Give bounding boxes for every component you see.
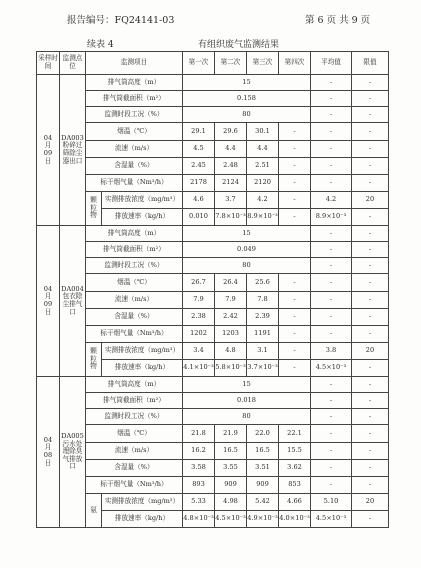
run-4-rate: 4.0×10⁻³: [279, 511, 311, 528]
run-1-rate: 0.010: [183, 209, 215, 226]
item-label-flow: 标干烟气量（Nm³/h）: [86, 326, 183, 343]
value-height: 15: [183, 377, 311, 393]
item-label-rate: 排放速率（kg/h）: [102, 511, 183, 528]
run-1-rate: 4.8×10⁻³: [183, 511, 215, 528]
run-3-temp: 25.6: [247, 274, 279, 292]
run-3-rate: 4.9×10⁻³: [247, 511, 279, 528]
limit-moisture: -: [352, 460, 389, 477]
run-1-conc: 5.33: [183, 494, 215, 511]
limit-flow: -: [352, 326, 389, 343]
run-1-flow: 893: [183, 477, 215, 494]
run-1-velocity: 4.5: [183, 141, 215, 158]
run-3-rate: 8.9×10⁻³: [247, 209, 279, 226]
value-area: 0.049: [183, 242, 311, 258]
run-1-moisture: 2.38: [183, 309, 215, 326]
run-1-conc: 3.4: [183, 343, 215, 360]
run-3-velocity: 4.4: [247, 141, 279, 158]
monitor-point: DA003粉碎过筛除尘器出口: [60, 75, 86, 226]
table-row: [37, 75, 389, 91]
table-row: [37, 309, 389, 326]
run-3-velocity: 16.5: [247, 443, 279, 460]
item-label-height: 排气筒高度（m）: [86, 226, 183, 242]
header-monitor-point: 监测点位: [60, 52, 86, 75]
limit-flow: -: [352, 477, 389, 494]
table-body: [37, 75, 389, 528]
run-4-moisture: 3.62: [279, 460, 311, 477]
sample-date: 04月08日: [37, 377, 60, 528]
run-4-moisture: -: [279, 309, 311, 326]
run-1-flow: 2178: [183, 175, 215, 192]
value-load: 80: [183, 258, 311, 274]
header-limit: 限值: [352, 52, 389, 75]
run-4-moisture: -: [279, 158, 311, 175]
run-3-conc: 5.42: [247, 494, 279, 511]
table-row: [37, 274, 389, 292]
item-label-velocity: 流速（m/s）: [86, 443, 183, 460]
run-2-moisture: 2.48: [215, 158, 247, 175]
item-label-height: 排气筒高度（m）: [86, 75, 183, 91]
value-load: 80: [183, 409, 311, 425]
limit-moisture: -: [352, 309, 389, 326]
limit-area: -: [352, 242, 389, 258]
table-row: [37, 226, 389, 242]
table-row: [37, 107, 389, 123]
item-label-moisture: 含湿量（%）: [86, 158, 183, 175]
item-label-conc: 实测排放浓度（mg/m³）: [102, 343, 183, 360]
table-row: [37, 292, 389, 309]
item-label-rate: 排放速率（kg/h）: [102, 209, 183, 226]
limit-temp: -: [352, 425, 389, 443]
run-4-conc: -: [279, 192, 311, 209]
run-4-flow: 853: [279, 477, 311, 494]
value-height: 15: [183, 226, 311, 242]
table-row: [37, 141, 389, 158]
table-row: [37, 326, 389, 343]
header-first: 第一次: [183, 52, 215, 75]
run-3-moisture: 3.51: [247, 460, 279, 477]
item-label-conc: 实测排放浓度（mg/m³）: [102, 494, 183, 511]
item-label-temp: 烟温（℃）: [86, 123, 183, 141]
value-area: 0.158: [183, 91, 311, 107]
average-velocity: -: [311, 141, 352, 158]
run-4-velocity: 15.5: [279, 443, 311, 460]
run-4-rate: -: [279, 360, 311, 377]
table-row: [37, 91, 389, 107]
run-4-flow: -: [279, 326, 311, 343]
limit-rate: -: [352, 209, 389, 226]
limit-conc: 20: [352, 192, 389, 209]
item-label-temp: 烟温（℃）: [86, 425, 183, 443]
item-label-flow: 标干烟气量（Nm³/h）: [86, 477, 183, 494]
average-moisture: -: [311, 460, 352, 477]
run-1-flow: 1202: [183, 326, 215, 343]
run-2-conc: 3.7: [215, 192, 247, 209]
run-4-rate: -: [279, 209, 311, 226]
run-2-conc: 4.98: [215, 494, 247, 511]
item-label-area: 排气筒截面积（m²）: [86, 242, 183, 258]
item-label-height: 排气筒高度（m）: [86, 377, 183, 393]
run-3-flow: 1191: [247, 326, 279, 343]
average-moisture: -: [311, 309, 352, 326]
average-temp: -: [311, 425, 352, 443]
limit-height: -: [352, 377, 389, 393]
limit-height: -: [352, 75, 389, 91]
limit-load: -: [352, 107, 389, 123]
limit-velocity: -: [352, 443, 389, 460]
run-2-temp: 26.4: [215, 274, 247, 292]
limit-conc: 20: [352, 343, 389, 360]
item-label-moisture: 含湿量（%）: [86, 309, 183, 326]
run-2-moisture: 2.42: [215, 309, 247, 326]
item-label-temp: 烟温（℃）: [86, 274, 183, 292]
table-header-row: [37, 52, 389, 75]
limit-velocity: -: [352, 292, 389, 309]
table-number: 续表 4: [87, 40, 114, 50]
average-velocity: -: [311, 443, 352, 460]
run-2-temp: 29.6: [215, 123, 247, 141]
limit-area: -: [352, 393, 389, 409]
run-2-temp: 21.9: [215, 425, 247, 443]
page-number: 第 6 页 共 9 页: [305, 15, 371, 26]
item-label-rate: 排放速率（kg/h）: [102, 360, 183, 377]
table-row: [37, 393, 389, 409]
run-3-conc: 3.1: [247, 343, 279, 360]
table-row: [37, 343, 389, 360]
table-row: [37, 460, 389, 477]
table-row: [37, 377, 389, 393]
average-height: -: [311, 75, 352, 91]
header-sample-time: 采样时间: [37, 52, 60, 75]
average-temp: -: [311, 274, 352, 292]
table-row: [37, 425, 389, 443]
average-rate: 4.5×10⁻³: [311, 511, 352, 528]
run-1-moisture: 3.58: [183, 460, 215, 477]
limit-conc: 20: [352, 494, 389, 511]
run-1-rate: 4.1×10⁻³: [183, 360, 215, 377]
monitor-point: DA005污水处理除臭气排放口: [60, 377, 86, 528]
run-2-conc: 4.8: [215, 343, 247, 360]
value-height: 15: [183, 75, 311, 91]
table-row: [37, 158, 389, 175]
run-2-velocity: 4.4: [215, 141, 247, 158]
run-3-flow: 2120: [247, 175, 279, 192]
table-row: [37, 123, 389, 141]
run-3-velocity: 7.8: [247, 292, 279, 309]
pollutant-label: 颗粒物: [86, 343, 102, 377]
limit-load: -: [352, 409, 389, 425]
run-4-temp: -: [279, 123, 311, 141]
header-monitor-item: 监测项目: [86, 52, 183, 75]
run-2-flow: 1203: [215, 326, 247, 343]
limit-temp: -: [352, 123, 389, 141]
run-2-flow: 909: [215, 477, 247, 494]
table-title: 有组织废气监测结果: [198, 40, 280, 50]
run-2-moisture: 3.55: [215, 460, 247, 477]
limit-area: -: [352, 91, 389, 107]
run-1-conc: 4.6: [183, 192, 215, 209]
average-conc: 4.2: [311, 192, 352, 209]
sample-date: 04月09日: [37, 226, 60, 377]
average-load: -: [311, 258, 352, 274]
item-label-load: 监测时段工况（%）: [86, 258, 183, 274]
limit-flow: -: [352, 175, 389, 192]
average-height: -: [311, 226, 352, 242]
table-row: [37, 258, 389, 274]
run-4-temp: -: [279, 274, 311, 292]
run-1-temp: 29.1: [183, 123, 215, 141]
run-1-temp: 26.7: [183, 274, 215, 292]
report-number: 报告编号：FQ24141-03: [67, 15, 175, 26]
item-label-area: 排气筒截面积（m²）: [86, 393, 183, 409]
average-temp: -: [311, 123, 352, 141]
average-conc: 3.8: [311, 343, 352, 360]
monitor-point: DA004包衣除尘排气口: [60, 226, 86, 377]
run-3-flow: 909: [247, 477, 279, 494]
average-area: -: [311, 393, 352, 409]
emission-results-table: [36, 51, 389, 528]
table-row: [37, 494, 389, 511]
average-load: -: [311, 107, 352, 123]
run-2-rate: 5.8×10⁻³: [215, 360, 247, 377]
run-2-rate: 4.5×10⁻³: [215, 511, 247, 528]
header-average: 平均值: [311, 52, 352, 75]
run-1-velocity: 7.9: [183, 292, 215, 309]
run-1-temp: 21.8: [183, 425, 215, 443]
table-row: [37, 242, 389, 258]
table-row: [37, 443, 389, 460]
average-area: -: [311, 91, 352, 107]
item-label-area: 排气筒截面积（m²）: [86, 91, 183, 107]
average-rate: 4.5×10⁻³: [311, 360, 352, 377]
average-flow: -: [311, 175, 352, 192]
run-2-velocity: 7.9: [215, 292, 247, 309]
average-conc: 5.10: [311, 494, 352, 511]
value-load: 80: [183, 107, 311, 123]
run-3-rate: 3.7×10⁻³: [247, 360, 279, 377]
item-label-load: 监测时段工况（%）: [86, 107, 183, 123]
run-4-velocity: -: [279, 292, 311, 309]
limit-velocity: -: [352, 141, 389, 158]
table-row: [37, 477, 389, 494]
run-1-velocity: 16.2: [183, 443, 215, 460]
limit-rate: -: [352, 360, 389, 377]
pollutant-label: 氨: [86, 494, 102, 528]
run-3-moisture: 2.39: [247, 309, 279, 326]
sample-date: 04月09日: [37, 75, 60, 226]
header-third: 第三次: [247, 52, 279, 75]
run-4-velocity: -: [279, 141, 311, 158]
average-area: -: [311, 242, 352, 258]
average-rate: 8.9×10⁻³: [311, 209, 352, 226]
item-label-velocity: 流速（m/s）: [86, 141, 183, 158]
limit-load: -: [352, 258, 389, 274]
run-3-temp: 22.0: [247, 425, 279, 443]
run-4-temp: 22.1: [279, 425, 311, 443]
average-height: -: [311, 377, 352, 393]
run-4-conc: -: [279, 343, 311, 360]
run-2-velocity: 16.5: [215, 443, 247, 460]
limit-temp: -: [352, 274, 389, 292]
run-3-temp: 30.1: [247, 123, 279, 141]
run-2-flow: 2124: [215, 175, 247, 192]
item-label-flow: 标干烟气量（Nm³/h）: [86, 175, 183, 192]
run-1-moisture: 2.45: [183, 158, 215, 175]
average-moisture: -: [311, 158, 352, 175]
header-fourth: 第四次: [279, 52, 311, 75]
average-flow: -: [311, 477, 352, 494]
run-4-flow: -: [279, 175, 311, 192]
run-4-conc: 4.66: [279, 494, 311, 511]
pollutant-label: 颗粒物: [86, 192, 102, 226]
limit-rate: -: [352, 511, 389, 528]
limit-height: -: [352, 226, 389, 242]
run-2-rate: 7.8×10⁻³: [215, 209, 247, 226]
item-label-moisture: 含湿量（%）: [86, 460, 183, 477]
item-label-conc: 实测排放浓度（mg/m³）: [102, 192, 183, 209]
table-row: [37, 175, 389, 192]
run-3-conc: 4.2: [247, 192, 279, 209]
average-velocity: -: [311, 292, 352, 309]
average-flow: -: [311, 326, 352, 343]
limit-moisture: -: [352, 158, 389, 175]
item-label-load: 监测时段工况（%）: [86, 409, 183, 425]
average-load: -: [311, 409, 352, 425]
table-row: [37, 409, 389, 425]
table-row: [37, 192, 389, 209]
run-3-moisture: 2.51: [247, 158, 279, 175]
value-area: 0.018: [183, 393, 311, 409]
header-second: 第二次: [215, 52, 247, 75]
item-label-velocity: 流速（m/s）: [86, 292, 183, 309]
